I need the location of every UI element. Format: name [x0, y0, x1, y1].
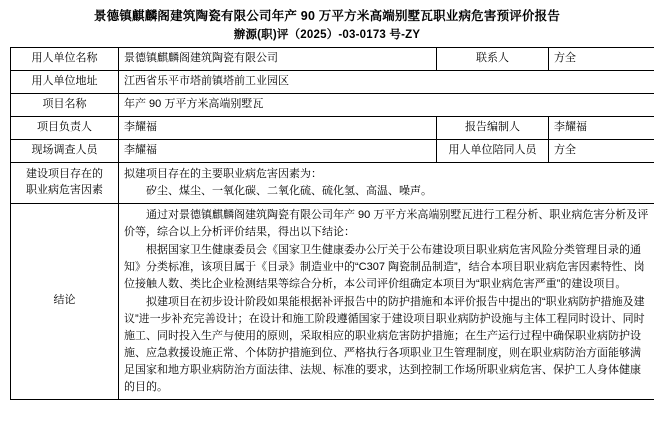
- unit-name-value: 景德镇麒麟阁建筑陶瓷有限公司: [119, 47, 437, 70]
- table-row: [11, 162, 654, 203]
- table-row: [11, 203, 654, 400]
- hazard-factors-value: [119, 162, 654, 203]
- project-leader-label: 项目负责人: [11, 116, 119, 139]
- table-row: [11, 116, 654, 139]
- hazard-factors-label: [11, 162, 119, 203]
- report-writer-value: 李耀福: [549, 116, 654, 139]
- report-writer-label: 报告编制人: [437, 116, 549, 139]
- conclusion-paragraph-2: 根据国家卫生健康委员会《国家卫生健康委办公厅关于公布建设项目职业病危害风险分类管理目录的通知》分类标准，该项目属于《目录》制造业中的“C307 陶瓷制品制造”，结合本项目职业病危害因素特性、岗位接触人数、类比企业检测结果等综合分析，本公司评价组确定本项目为“职业病危害严重”的建设项目。: [124, 243, 645, 290]
- investigator-value: 李耀福: [119, 139, 437, 162]
- report-summary-table: [10, 47, 654, 400]
- conclusion-paragraph-3: 拟建项目在初步设计阶段如果能根据补评报告中的防护措施和本评价报告中提出的“职业病防护措施及建议”进一步补充完善设计；在设计和施工阶段遵循国家于建设项目职业病防护设施与主体工程同时设计、同时施工、同时投入生产与使用的原则，采取相应的职业病危害防护措施；在生产运行过程中确保职业病防护设施、应急救援设施正常、个体防护措施到位、严格执行各项职业卫生管理制度，则在职业病防治方面能够满足国家和地方职业病防治方面法律、法规、标准的要求，达到控制工作场所职业病危害、保护工人身体健康的目的。: [124, 295, 645, 394]
- contact-value: 方全: [549, 47, 654, 70]
- conclusion-value: [119, 203, 654, 400]
- project-leader-value: 李耀福: [119, 116, 437, 139]
- page-title: 景德镇麒麟阁建筑陶瓷有限公司年产 90 万平方米高端别墅瓦职业病危害预评价报告: [93, 9, 561, 23]
- hazard-factors-label-line1: 建设项目存在的: [26, 167, 103, 180]
- accompanying-value: 方全: [549, 139, 654, 162]
- unit-name-label: 用人单位名称: [11, 47, 119, 70]
- table-row: [11, 93, 654, 116]
- table-row: [11, 70, 654, 93]
- table-row: [11, 139, 654, 162]
- conclusion-label: 结论: [11, 203, 119, 400]
- hazard-factors-label-line2: 职业病危害因素: [26, 183, 103, 196]
- contact-label: 联系人: [437, 47, 549, 70]
- project-name-label: 项目名称: [11, 93, 119, 116]
- hazard-intro-text: 拟建项目存在的主要职业病危害因素为：: [124, 167, 322, 180]
- report-number: 辦源(职)评（2025）-03-0173 号-ZY: [233, 28, 421, 41]
- accompanying-label: 用人单位陪同人员: [437, 139, 549, 162]
- conclusion-paragraph-1: 通过对景德镇麒麟阁建筑陶瓷有限公司年产 90 万平方米高端别墅瓦进行工程分析、职业病危害分析及评价等，综合以上分析评价结果，得出以下结论：: [124, 208, 649, 238]
- unit-address-value: 江西省乐平市塔前镇塔前工业园区: [119, 70, 654, 93]
- project-name-value: 年产 90 万平方米高端别墅瓦: [119, 93, 654, 116]
- hazard-items-text: 矽尘、煤尘、一氧化碳、二氧化硫、硫化氢、高温、噪声。: [146, 184, 432, 197]
- table-row: [11, 47, 654, 70]
- investigator-label: 现场调查人员: [11, 139, 119, 162]
- unit-address-label: 用人单位地址: [11, 70, 119, 93]
